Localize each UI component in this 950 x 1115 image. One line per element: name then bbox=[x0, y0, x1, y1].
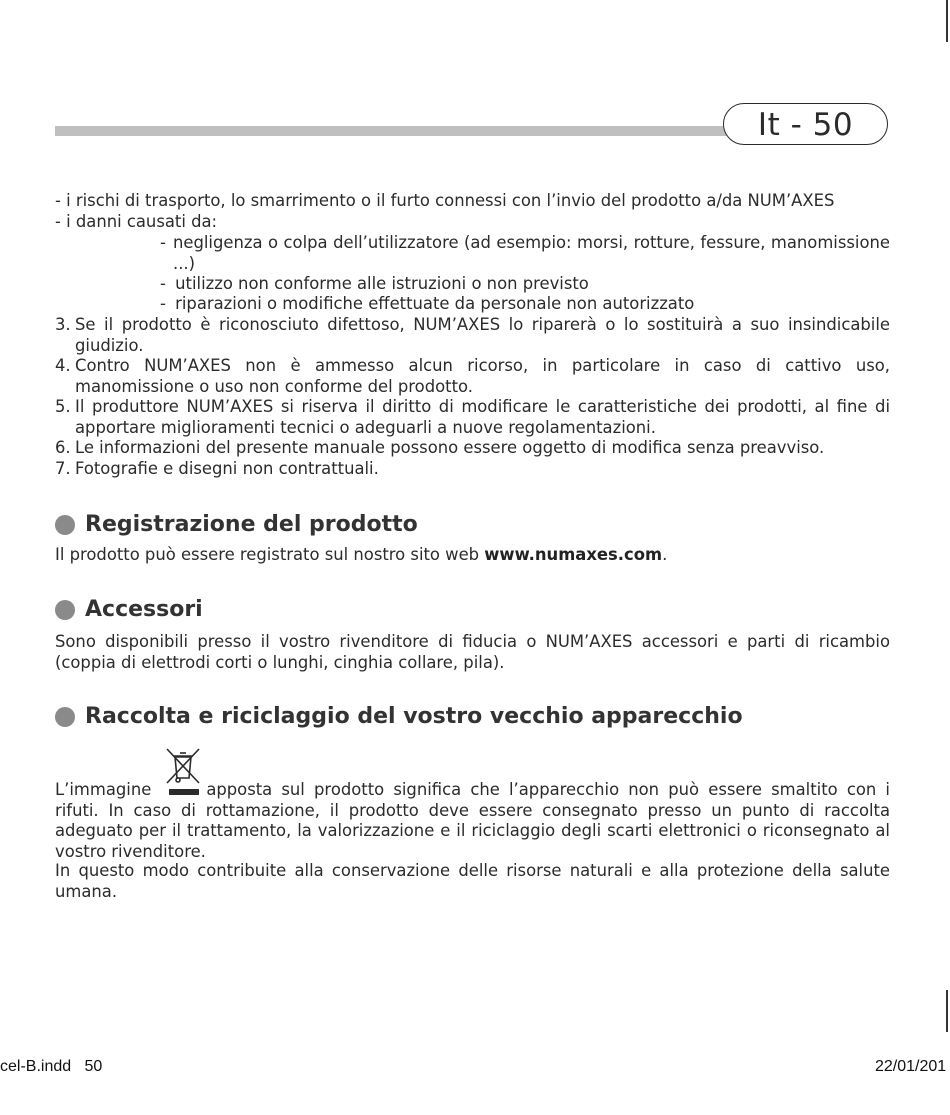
numbered-item bbox=[55, 356, 890, 397]
footer-file-info: cel-B.indd 50 bbox=[0, 1058, 103, 1075]
accessories-paragraph: Sono disponibili presso il vostro rivenditore di fiducia o NUM’AXES accessori e parti di ricambio (coppia di elettrodi corti o lunghi, cinghia collare, pila). bbox=[55, 632, 890, 672]
recycling-text-after-icon: apposta sul prodotto significa che l’apparecchio non può essere smaltito con i rifuti. In caso di rottamazione, il prodotto deve essere consegnato presso un punto di raccolta adeguato per il trattamento, la valorizzazione e il riciclaggio degli scarti elettronici o riconsegnato al vostro rivenditore. bbox=[55, 780, 890, 861]
bullet-icon bbox=[55, 707, 75, 727]
exclusion-sub-item bbox=[160, 233, 890, 274]
page-number-label: It - 50 bbox=[723, 103, 888, 145]
section-title-registration bbox=[55, 512, 418, 537]
sub-item-dash: - bbox=[160, 233, 166, 252]
exclusion-line-transport: - i rischi di trasporto, lo smarrimento o il furto connessi con l’invio del prodotto a/da NUM’AXES bbox=[55, 191, 835, 210]
numbered-item bbox=[55, 438, 890, 459]
recycling-text-before-icon: L’immagine bbox=[55, 780, 152, 799]
exclusion-sub-item bbox=[160, 274, 589, 295]
recycling-paragraph bbox=[55, 780, 890, 862]
item-number: 7. bbox=[55, 459, 71, 478]
sub-item-text: utilizzo non conforme alle istruzioni o non previsto bbox=[175, 274, 589, 293]
item-number: 3. bbox=[55, 315, 71, 334]
item-number: 4. bbox=[55, 356, 71, 375]
header-bar bbox=[55, 126, 745, 136]
bullet-icon bbox=[55, 515, 75, 535]
exclusion-sub-item bbox=[160, 294, 694, 315]
sub-item-dash: - bbox=[160, 294, 166, 313]
section-title-recycling bbox=[55, 704, 743, 729]
sub-item-text: riparazioni o modifiche effettuate da personale non autorizzato bbox=[175, 294, 695, 313]
registration-paragraph bbox=[55, 545, 667, 566]
registration-period: . bbox=[662, 545, 668, 564]
item-text: Contro NUM’AXES non è ammesso alcun ricorso, in particolare in caso di cattivo uso, manomissione o uso non conforme del prodotto. bbox=[75, 356, 890, 396]
section-title-text: Registrazione del prodotto bbox=[85, 512, 418, 537]
crop-mark-top bbox=[946, 0, 948, 42]
section-title-text: Raccolta e riciclaggio del vostro vecchio apparecchio bbox=[85, 704, 743, 729]
registration-text: Il prodotto può essere registrato sul nostro sito web bbox=[55, 545, 485, 564]
item-text: Il produttore NUM’AXES si riserva il diritto di modificare le caratteristiche dei prodotti, al fine di apportare miglioramenti tecnici o adeguarli a nuove regolamentazioni. bbox=[75, 397, 890, 437]
item-number: 5. bbox=[55, 397, 71, 416]
crop-mark-bottom bbox=[946, 990, 948, 1032]
item-text: Se il prodotto è riconosciuto difettoso, NUM’AXES lo riparerà o lo sostituirà a suo insindicabile giudizio. bbox=[75, 315, 890, 355]
section-title-accessories bbox=[55, 597, 203, 622]
section-title-text: Accessori bbox=[85, 597, 203, 622]
item-number: 6. bbox=[55, 438, 71, 457]
recycling-paragraph-2: In questo modo contribuite alla conservazione delle risorse naturali e alla protezione della salute umana. bbox=[55, 861, 890, 901]
sub-item-dash: - bbox=[160, 274, 166, 293]
sub-item-text: negligenza o colpa dell’utilizzatore (ad esempio: morsi, rotture, fessure, manomissione ...) bbox=[173, 233, 890, 273]
numbered-item bbox=[55, 397, 890, 438]
footer-date: 22/01/201 bbox=[875, 1058, 947, 1075]
website-link[interactable]: www.numaxes.com bbox=[484, 545, 663, 564]
exclusion-line-damages: - i danni causati da: bbox=[55, 212, 218, 231]
item-text: Le informazioni del presente manuale possono essere oggetto di modifica senza preavviso. bbox=[75, 438, 825, 457]
bullet-icon bbox=[55, 600, 75, 620]
item-text: Fotografie e disegni non contrattuali. bbox=[75, 459, 379, 478]
numbered-item bbox=[55, 315, 890, 356]
numbered-item bbox=[55, 459, 890, 480]
